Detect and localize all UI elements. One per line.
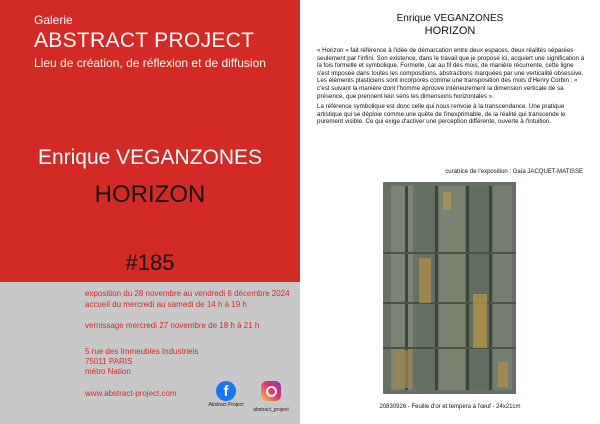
facebook-icon: f [216,381,236,401]
exhibition-title: HORIZON [94,181,206,208]
statement-text [317,47,585,129]
statement-paragraph: « Horizon » fait référence à l'idée de démarcation entre deux espaces, deux réalités séparées seulement par l'infini. Son existence, dans le travail que je propose ici, acquiert une signification à la fois formelle et symbolique. Formelle, car au fil des mois, de manière récurrente, cette ligne s'est imposée dans toutes les compositions, abstractions marquées par une verticalité obsessive. Les éléments plasticiens sont incorporés comme une transposition des mots d'Henry Corbin : « c'est suivant la manière dont l'homme éprouve intérieurement la dimension verticale de sa présence, que prennent leur sens les dimensions horizontales ». [317,47,585,100]
address-metro: métro Nation [85,367,131,376]
artwork-image [383,182,516,394]
right-exhibition-title: HORIZON [424,25,476,37]
address-city: 75011 PARIS [85,357,133,366]
galerie-label: Galerie [34,13,73,27]
right-artist-name: Enrique VEGANZONES [396,13,504,24]
artwork-caption: 20830926 - Feuille d'or et tempera à l'œuf - 24x21cm [379,404,521,410]
exhibition-number: #185 [125,250,175,275]
vernissage-info: vernissage mercredi 27 novembre de 18 h à 21 h [85,321,260,330]
gallery-tagline: Lieu de création, de réflexion et de diffusion [34,56,266,70]
address-street: 5 rue des Immeubles Industriels [85,347,199,356]
exhibition-dates: exposition du 28 novembre au vendredi 6 décembre 2024 [85,289,290,298]
instagram-icon [261,381,281,401]
artist-name: Enrique VEGANZONES [37,146,263,169]
instagram-link[interactable] [246,381,296,413]
instagram-label: abstract_project [253,407,289,413]
facebook-label: Abstract Project [208,402,244,408]
curator-credit: curatrice de l'exposition : Gaïa JACQUET-MATISSE [445,169,583,175]
statement-paragraph: La référence symbolique est donc celle qui nous renvoie à la transcendance. Une pratique artistique qui se déploie comme une quête de l'inexprimable, de la réalité qui transcende le purement visible. Ce qui exige d'activer une perception différente, ouverte à l'intuition. [317,103,566,126]
facebook-link[interactable] [201,381,251,408]
opening-hours: accueil du mercredi au samedi de 14 h à 19 h [85,300,247,309]
gallery-name: ABSTRACT PROJECT [34,29,255,52]
text-panel [300,0,600,424]
website-link[interactable]: www.abstract-project.com [85,389,177,398]
